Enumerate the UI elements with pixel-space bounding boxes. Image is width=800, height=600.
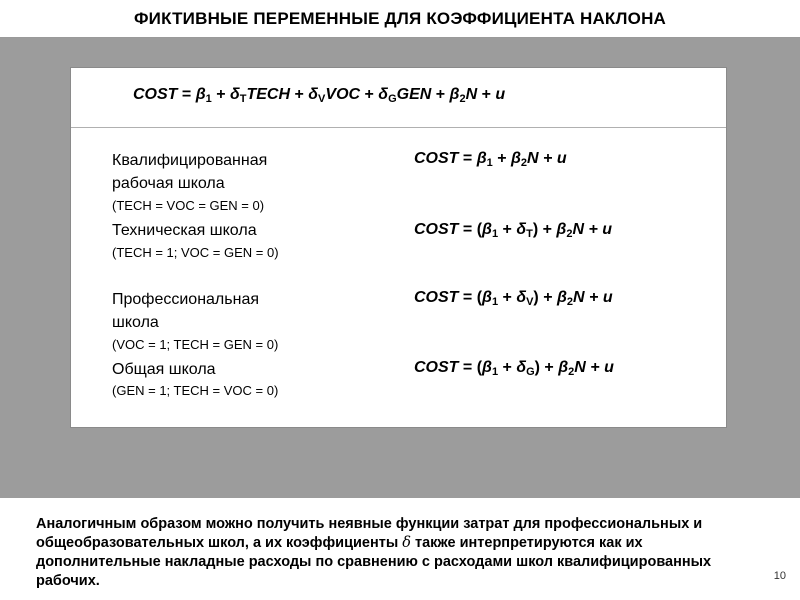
case-vocational-label-line2: школа (112, 314, 159, 331)
case-general-label-line1: Общая школа (112, 361, 216, 378)
case-vocational-equation: COST = $(\beta_1 + \delta_V) + \beta_2N + u$ (414, 289, 613, 308)
case-general-equation: COST = $(\beta_1 + \delta_G) + \beta_2N + u$ (414, 359, 614, 378)
page-number: 10 (773, 570, 786, 582)
delta-symbol: δ (402, 535, 411, 551)
case-skilled-equation: COST = $\beta_1 + \beta_2N + u$ (414, 150, 567, 169)
case-skilled-label (112, 149, 362, 195)
main-equation-header (71, 68, 726, 128)
case-skilled-label-line2: рабочая школа (112, 175, 225, 192)
case-technical-condition: (TECH = 1; VOC = GEN = 0) (112, 245, 279, 260)
main-equation: COST = $\beta_1$ + $\delta_TTECH + \delta_VVOC + \delta_GGEN + \beta_2N + u$ (133, 86, 506, 105)
footer-explanation: Аналогичным образом можно получить неявные функции затрат для профессиональных и общеобразовательных школ, а их коэффициенты δ также интерпретируются как их дополнительные накладные расходы по сравнению с расходами школ квалифицированных рабочих. (36, 516, 712, 589)
case-vocational-condition: (VOC = 1; TECH = GEN = 0) (112, 337, 279, 352)
case-skilled-label-line1: Квалифицированная (112, 152, 268, 169)
case-general-condition: (GEN = 1; TECH = VOC = 0) (112, 383, 279, 398)
slide-title-bar (0, 0, 800, 38)
case-general-label (112, 358, 362, 381)
slide-title: ФИКТИВНЫЕ ПЕРЕМЕННЫЕ ДЛЯ КОЭФФИЦИЕНТА НАКЛОНА (133, 8, 667, 28)
case-skilled-condition: (TECH = VOC = GEN = 0) (112, 198, 265, 213)
case-technical-label-line1: Техническая школа (112, 222, 257, 239)
case-technical-label (112, 219, 362, 242)
case-technical-equation: COST = $(\beta_1 + \delta_T) + \beta_2N + u$ (414, 221, 613, 240)
case-vocational-label (112, 288, 362, 334)
case-vocational-label-line1: Профессиональная (112, 291, 259, 308)
